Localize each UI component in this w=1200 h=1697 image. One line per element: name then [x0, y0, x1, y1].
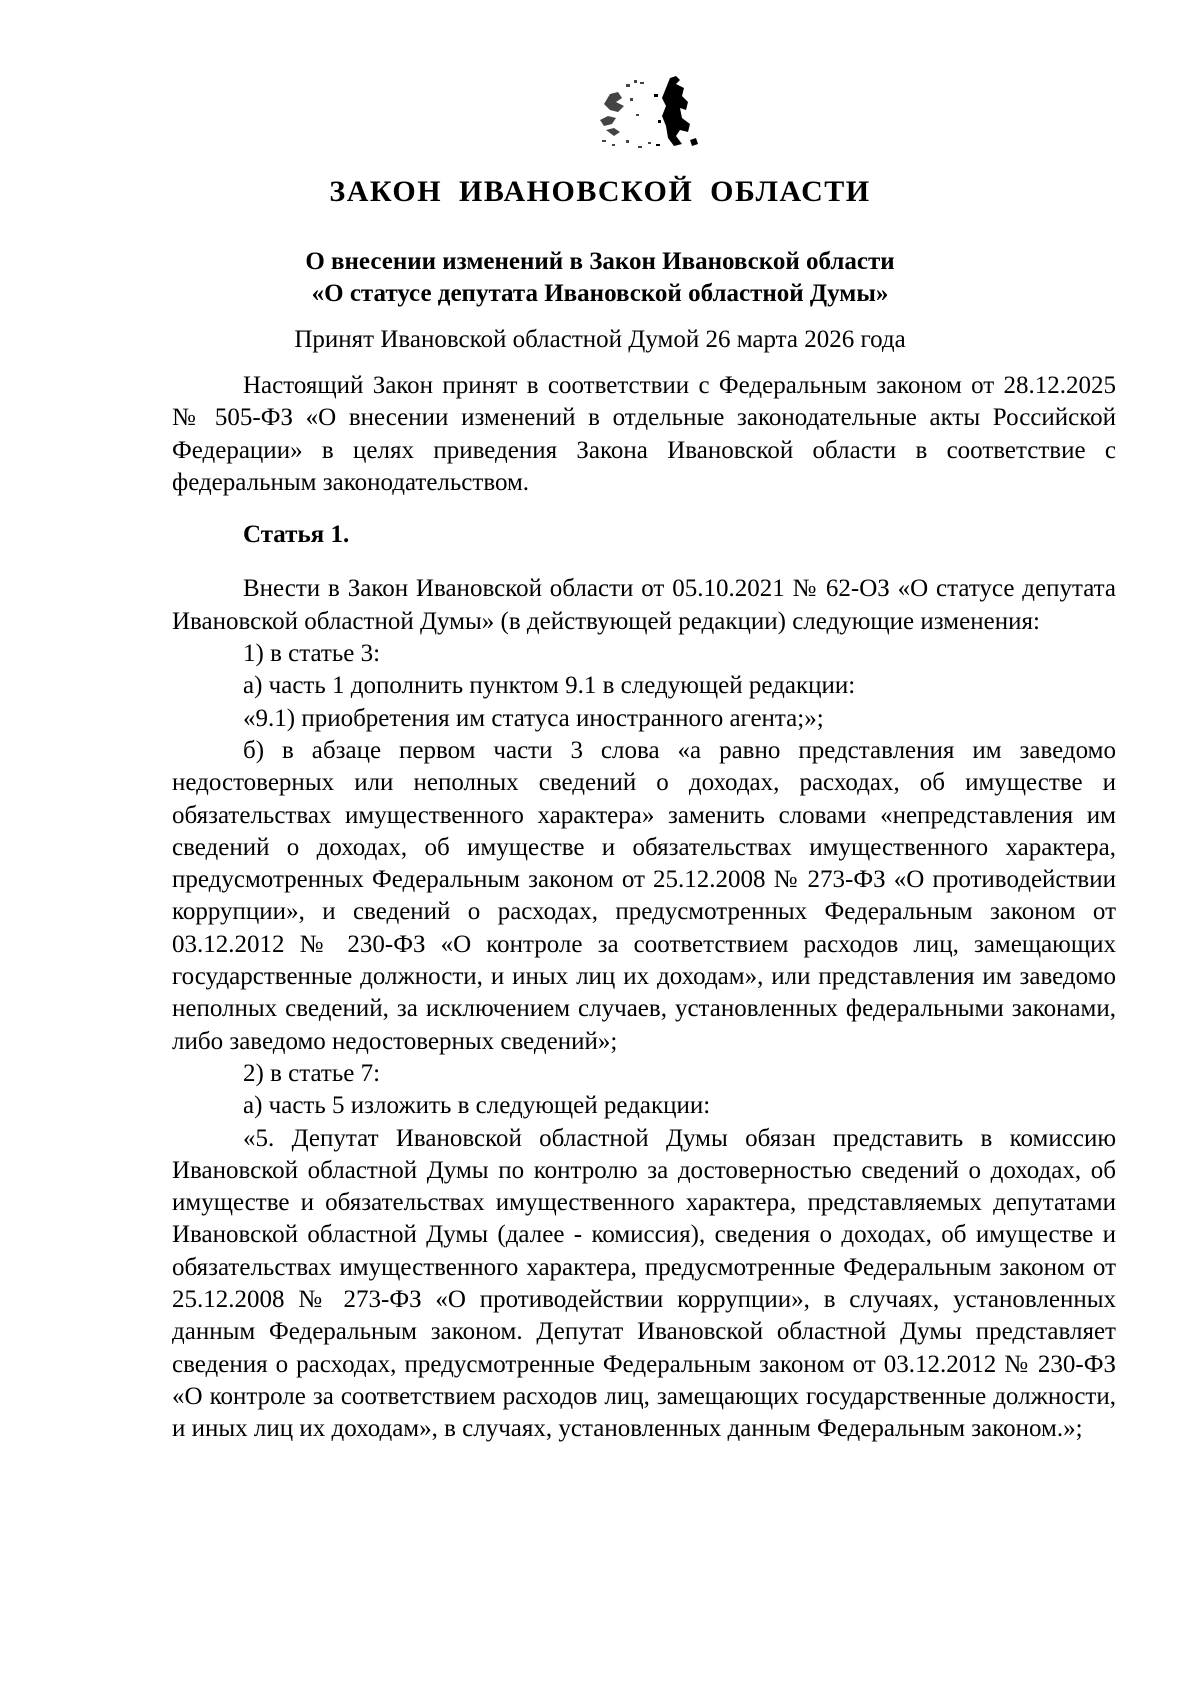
article-paragraph: а) часть 5 изложить в следующей редакции: [243, 1092, 711, 1120]
article-heading: Статья 1. [243, 521, 350, 549]
law-subtitle [0, 246, 1200, 310]
subtitle-line-2: «О статусе депутата Ивановской областной Думы» [311, 280, 889, 307]
article-paragraph: «9.1) приобретения им статуса иностранного агента;»; [243, 704, 824, 732]
article-paragraph: Внести в Закон Ивановской области от 05.10.2021 № 62-ОЗ «О статусе депутата Ивановской областной Думы» (в действующей редакции) следующие изменения: [172, 575, 1116, 635]
preamble: Настоящий Закон принят в соответствии с Федеральным законом от 28.12.2025 № 505-ФЗ «О внесении изменений в отдельные законодательные акты Российской Федерации» в целях приведения Закона Ивановской области в соответствие с федеральным законодательством. [172, 372, 1116, 496]
article-paragraph: а) часть 1 дополнить пунктом 9.1 в следующей редакции: [243, 672, 856, 700]
article-paragraph: 2) в статье 7: [243, 1059, 381, 1087]
coat-of-arms-icon [596, 74, 702, 154]
article-paragraph: «5. Депутат Ивановской областной Думы обязан представить в комиссию Ивановской областной Думы по контролю за достоверностью сведений о доходах, об имуществе и обязательствах имущественного характера, представляемых депутатами Ивановской областной Думы (далее - комиссия), сведения о доходах, об имуществе и обязательствах имущественного характера, предусмотренные Федеральным законом от 25.12.2008 № 273-ФЗ «О противодействии коррупции», в случаях, установленных данным Федеральным законом. Депутат Ивановской областной Думы представляет сведения о расходах, предусмотренные Федеральным законом от 03.12.2012 № 230-ФЗ «О контроле за соответствием расходов лиц, замещающих государственные должности, и иных лиц их доходам», в случаях, установленных данным Федеральным законом.»; [172, 1124, 1116, 1443]
adoption-date: Принят Ивановской областной Думой 26 марта 2026 года [294, 326, 906, 353]
law-body [172, 370, 1116, 1446]
article-paragraph: б) в абзаце первом части 3 слова «а равно представления им заведомо недостоверных или неполных сведений о доходах, расходах, об имуществе и обязательствах имущественного характера» заменить словами «непредставления им сведений о доходах, об имуществе и обязательствах имущественного характера, предусмотренных Федеральным законом от 25.12.2008 № 273-ФЗ «О противодействии коррупции», и сведений о расходах, предусмотренных Федеральным законом от 03.12.2012 № 230-ФЗ «О контроле за соответствием расходов лиц, замещающих государственные должности, и иных лиц их доходам», или представления им заведомо неполных сведений, за исключением случаев, установленных федеральными законами, либо заведомо недостоверных сведений»; [172, 736, 1116, 1055]
law-title: ЗАКОН ИВАНОВСКОЙ ОБЛАСТИ [329, 175, 871, 208]
subtitle-line-1: О внесении изменений в Закон Ивановской области [305, 248, 895, 275]
article-paragraph: 1) в статье 3: [243, 640, 381, 668]
